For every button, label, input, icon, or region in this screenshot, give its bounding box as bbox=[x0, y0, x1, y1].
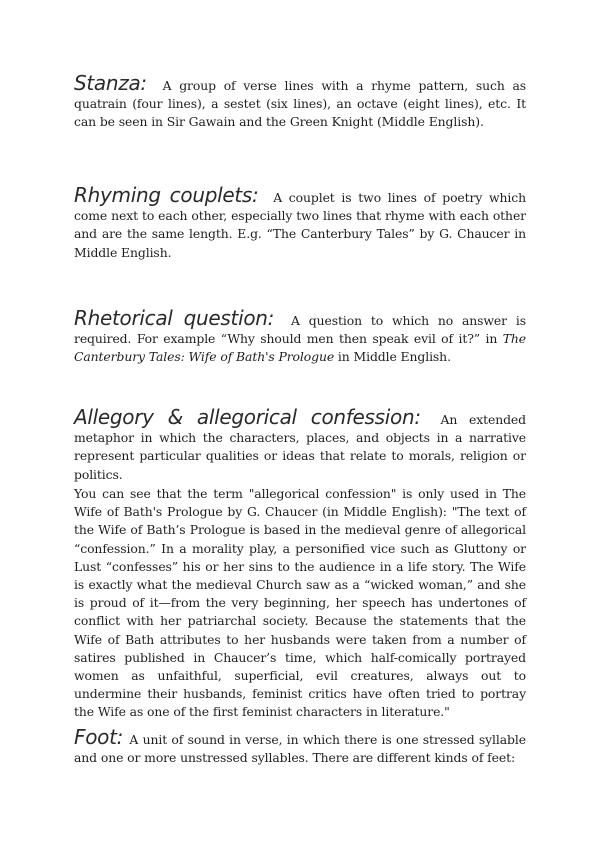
entry-allegory bbox=[74, 405, 526, 484]
allegory-explanation-paragraph: You can see that the term "allegorical confession" is only used in The Wife of Bath's Prologue by G. Chaucer (in Middle English): "The text of the Wife of Bath’s Prologue is based in the medieval genre of allegorical “confession.” In a morality play, a personified vice such as Gluttony or Lust “confesses” his or her sins to the audience in a life story. The Wife is exactly what the medieval Church saw as a “wicked woman,” and she is proud of it—from the very beginning, her speech has undertones of conflict with her patriarchal society. Because the statements that the Wife of Bath attributes to her husbands were taken from a number of satires published in Chaucer’s time, which half-comically portrayed women as unfaithful, superficial, evil creatures, always out to undermine their husbands, feminist critics have often tried to portray the Wife as one of the first feminist characters in literature." bbox=[74, 486, 526, 720]
work-title: The Canterbury Tales: Wife of Bath's Prologue bbox=[74, 331, 526, 365]
definition-text: An extended metaphor in which the characters, places, and objects in a narrative represent particular qualities or ideas that relate to morals, religion or politics. bbox=[74, 412, 526, 482]
definition-text: A question to which no answer is required. For example “Why should men then speak evil of it?” in bbox=[74, 313, 527, 347]
term-heading: Allegory & allegorical confession: bbox=[74, 405, 421, 429]
entry-rhetorical-question bbox=[74, 306, 527, 367]
term-heading: Foot: bbox=[74, 725, 124, 749]
term-heading: Rhetorical question: bbox=[74, 306, 275, 330]
definition-text-end: in Middle English. bbox=[334, 349, 451, 365]
term-heading: Stanza: bbox=[74, 71, 147, 95]
definition-text: A couplet is two lines of poetry which come next to each other, especially two lines that rhyme with each other and are the same length. E.g. “The Canterbury Tales” by G. Chaucer in Middle English. bbox=[74, 190, 526, 260]
entry-rhyming-couplets bbox=[74, 183, 526, 262]
entry-stanza bbox=[74, 71, 526, 132]
definition-text: A unit of sound in verse, in which there is one stressed syllable and one or more unstressed syllables. There are different kinds of feet: bbox=[74, 732, 526, 766]
entry-foot bbox=[74, 725, 526, 767]
definition-text: A group of verse lines with a rhyme pattern, such as quatrain (four lines), a sestet (six lines), an octave (eight lines), etc. It can be seen in Sir Gawain and the Green Knight (Middle English). bbox=[74, 78, 526, 130]
term-heading: Rhyming couplets: bbox=[74, 183, 259, 207]
